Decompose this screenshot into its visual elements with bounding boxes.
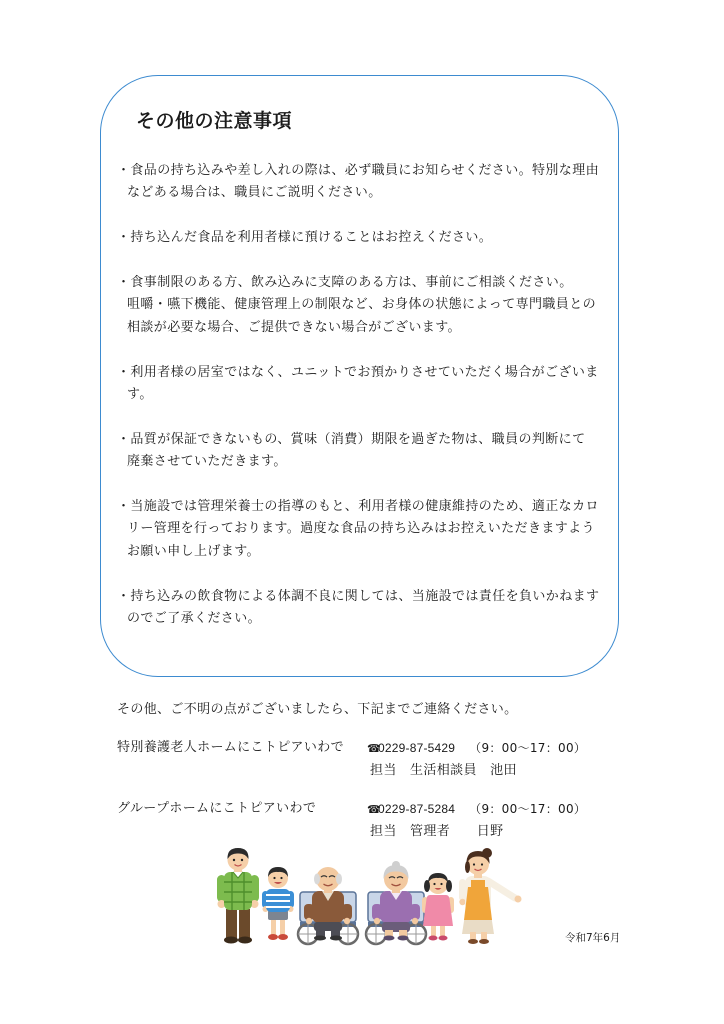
notice-line: 廃棄させていただきます。 — [127, 454, 287, 470]
notice-item — [117, 227, 599, 249]
elderly-woman-in-wheelchair — [366, 861, 426, 944]
phone-hours: （9：00～17：00） — [469, 741, 587, 755]
notice-line: ・品質が保証できないもの、賞味（消費）期限を過ぎた物は、職員の判断にて — [117, 431, 586, 447]
notice-line: ・利用者様の居室ではなく、ユニットでお預かりさせていただく場合がございま — [117, 364, 599, 380]
elderly-man-in-wheelchair — [298, 867, 358, 944]
notice-line: ・持ち込んだ食品を利用者様に預けることはお控えください。 — [117, 230, 493, 246]
phone-info — [367, 737, 586, 760]
man-figure — [217, 848, 259, 944]
contact-person: 担当 生活相談員 池田 — [370, 763, 517, 778]
notice-title: その他の注意事項 — [136, 110, 293, 132]
phone-icon — [367, 738, 378, 760]
contact-intro: その他、ご不明の点がございましたら、下記までご連絡ください。 — [117, 702, 518, 717]
notice-line: ・食品の持ち込みや差し入れの際は、必ず職員にお知らせください。特別な理由 — [117, 163, 600, 178]
facility-name: グループホームにこトピアいわで — [117, 801, 317, 816]
notice-item — [117, 586, 599, 631]
notice-line: す。 — [127, 387, 153, 403]
woman-figure — [459, 848, 522, 944]
phone-hours: （9：00～17：00） — [469, 802, 587, 816]
notice-line: お願い申し上げます。 — [127, 543, 260, 559]
notice-line: のでご了承ください。 — [127, 611, 262, 627]
notice-item — [117, 429, 599, 474]
notice-item — [117, 496, 599, 563]
contact-person: 担当 管理者 日野 — [370, 824, 504, 839]
notice-list — [117, 160, 599, 630]
notice-line: などある場合は、職員にご説明ください。 — [127, 185, 382, 201]
notice-box — [100, 75, 619, 677]
notice-item — [117, 272, 599, 339]
notice-line: 咀嚼・嚥下機能、健康管理上の制限など、お身体の状態によって専門職員との — [127, 297, 597, 313]
notice-item — [117, 362, 599, 407]
notice-line: 相談が必要な場合、ご提供できない場合がございます。 — [127, 319, 461, 335]
notice-line: リー管理を行っております。過度な食品の持ち込みはお控えいただきますよう — [127, 521, 595, 537]
notice-line: ・食事制限のある方、飲み込みに支障のある方は、事前にご相談ください。 — [117, 275, 573, 290]
boy-figure — [262, 867, 294, 940]
notice-item — [117, 160, 599, 205]
family-illustration — [208, 846, 524, 946]
notice-line: ・当施設では管理栄養士の指導のもと、利用者様の健康維持のため、適正なカロ — [117, 499, 599, 515]
issue-date: 令和7年6月 — [565, 932, 621, 944]
phone-number: 0229-87-5429 — [378, 741, 456, 755]
phone-info — [367, 798, 586, 821]
facility-name: 特別養護老人ホームにこトピアいわで — [117, 740, 344, 755]
phone-number: 0229-87-5284 — [378, 802, 456, 816]
phone-icon — [367, 799, 378, 821]
notice-line: ・持ち込みの飲食物による体調不良に関しては、当施設では責任を負いかねます — [117, 588, 600, 604]
girl-figure — [422, 873, 454, 941]
